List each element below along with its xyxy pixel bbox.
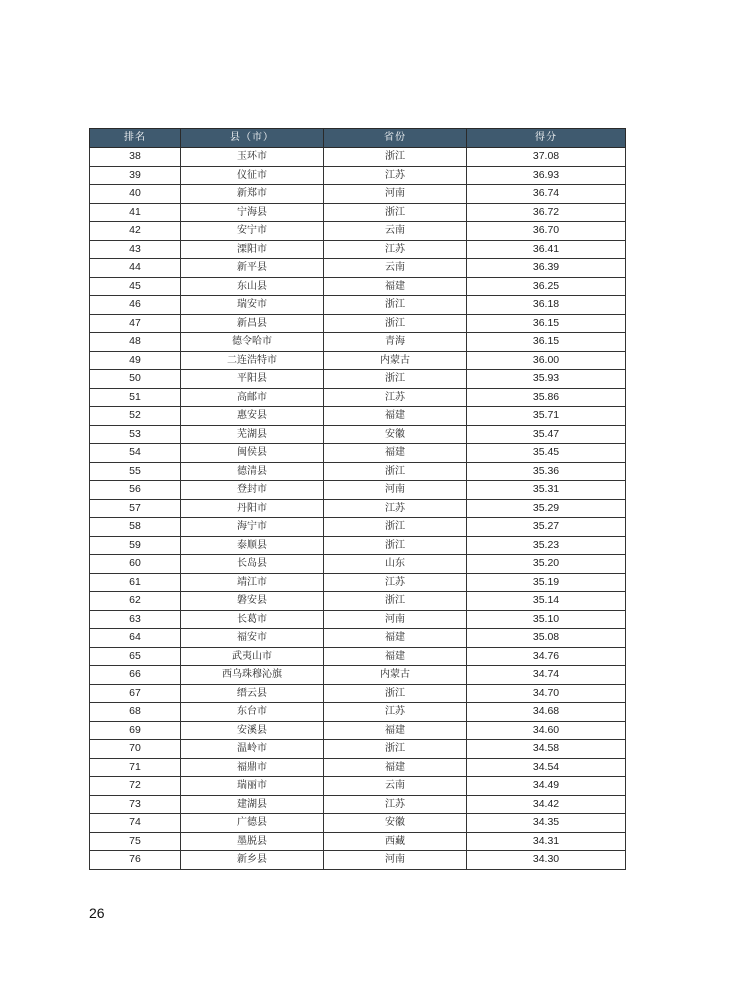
table-row bbox=[90, 314, 626, 333]
province-cell: 云南 bbox=[324, 777, 467, 796]
rank-cell: 45 bbox=[90, 277, 181, 296]
county-cell: 泰顺县 bbox=[181, 536, 324, 555]
rank-cell: 59 bbox=[90, 536, 181, 555]
rank-cell: 72 bbox=[90, 777, 181, 796]
score-cell: 37.08 bbox=[467, 148, 626, 167]
rank-cell: 40 bbox=[90, 185, 181, 204]
province-cell: 江苏 bbox=[324, 795, 467, 814]
province-cell: 浙江 bbox=[324, 203, 467, 222]
county-cell: 墨脱县 bbox=[181, 832, 324, 851]
county-cell: 玉环市 bbox=[181, 148, 324, 167]
province-cell: 浙江 bbox=[324, 592, 467, 611]
rank-cell: 76 bbox=[90, 851, 181, 870]
table-body bbox=[90, 148, 626, 870]
rank-cell: 44 bbox=[90, 259, 181, 278]
rank-cell: 54 bbox=[90, 444, 181, 463]
rank-cell: 60 bbox=[90, 555, 181, 574]
county-cell: 登封市 bbox=[181, 481, 324, 500]
province-cell: 浙江 bbox=[324, 148, 467, 167]
score-cell: 35.23 bbox=[467, 536, 626, 555]
province-cell: 云南 bbox=[324, 222, 467, 241]
rank-cell: 68 bbox=[90, 703, 181, 722]
score-cell: 34.42 bbox=[467, 795, 626, 814]
table-row bbox=[90, 240, 626, 259]
score-cell: 35.45 bbox=[467, 444, 626, 463]
table-row bbox=[90, 351, 626, 370]
score-cell: 36.39 bbox=[467, 259, 626, 278]
table-row bbox=[90, 851, 626, 870]
table-row bbox=[90, 721, 626, 740]
county-cell: 芜湖县 bbox=[181, 425, 324, 444]
table-row bbox=[90, 536, 626, 555]
score-cell: 34.60 bbox=[467, 721, 626, 740]
table-row bbox=[90, 777, 626, 796]
score-cell: 36.41 bbox=[467, 240, 626, 259]
score-cell: 36.25 bbox=[467, 277, 626, 296]
score-cell: 35.36 bbox=[467, 462, 626, 481]
table-row bbox=[90, 684, 626, 703]
province-cell: 浙江 bbox=[324, 296, 467, 315]
table-row bbox=[90, 666, 626, 685]
table-row bbox=[90, 185, 626, 204]
province-cell: 福建 bbox=[324, 444, 467, 463]
score-cell: 36.15 bbox=[467, 333, 626, 352]
county-cell: 宁海县 bbox=[181, 203, 324, 222]
score-cell: 35.31 bbox=[467, 481, 626, 500]
score-cell: 35.29 bbox=[467, 499, 626, 518]
rank-cell: 51 bbox=[90, 388, 181, 407]
county-cell: 德令哈市 bbox=[181, 333, 324, 352]
score-cell: 36.72 bbox=[467, 203, 626, 222]
score-cell: 34.74 bbox=[467, 666, 626, 685]
rank-cell: 67 bbox=[90, 684, 181, 703]
county-cell: 长葛市 bbox=[181, 610, 324, 629]
rank-cell: 75 bbox=[90, 832, 181, 851]
province-cell: 西藏 bbox=[324, 832, 467, 851]
province-cell: 河南 bbox=[324, 481, 467, 500]
rank-cell: 42 bbox=[90, 222, 181, 241]
province-cell: 内蒙古 bbox=[324, 351, 467, 370]
score-cell: 36.15 bbox=[467, 314, 626, 333]
province-cell: 江苏 bbox=[324, 703, 467, 722]
county-cell: 丹阳市 bbox=[181, 499, 324, 518]
province-cell: 山东 bbox=[324, 555, 467, 574]
county-cell: 新乡县 bbox=[181, 851, 324, 870]
rank-cell: 69 bbox=[90, 721, 181, 740]
province-cell: 江苏 bbox=[324, 388, 467, 407]
score-cell: 34.49 bbox=[467, 777, 626, 796]
score-cell: 36.74 bbox=[467, 185, 626, 204]
rank-cell: 39 bbox=[90, 166, 181, 185]
rank-cell: 46 bbox=[90, 296, 181, 315]
province-cell: 福建 bbox=[324, 647, 467, 666]
header-rank: 排名 bbox=[90, 129, 181, 148]
rank-cell: 41 bbox=[90, 203, 181, 222]
table-row bbox=[90, 703, 626, 722]
table-row bbox=[90, 203, 626, 222]
rank-cell: 63 bbox=[90, 610, 181, 629]
page-number: 26 bbox=[89, 905, 105, 921]
header-province: 省份 bbox=[324, 129, 467, 148]
county-cell: 瑞丽市 bbox=[181, 777, 324, 796]
rank-cell: 70 bbox=[90, 740, 181, 759]
score-cell: 35.10 bbox=[467, 610, 626, 629]
county-cell: 广德县 bbox=[181, 814, 324, 833]
score-cell: 36.70 bbox=[467, 222, 626, 241]
rank-cell: 65 bbox=[90, 647, 181, 666]
province-cell: 福建 bbox=[324, 407, 467, 426]
header-score: 得分 bbox=[467, 129, 626, 148]
province-cell: 河南 bbox=[324, 185, 467, 204]
table-row bbox=[90, 444, 626, 463]
table-row bbox=[90, 296, 626, 315]
score-cell: 36.00 bbox=[467, 351, 626, 370]
table-row bbox=[90, 259, 626, 278]
table-row bbox=[90, 832, 626, 851]
province-cell: 云南 bbox=[324, 259, 467, 278]
county-cell: 缙云县 bbox=[181, 684, 324, 703]
rank-cell: 61 bbox=[90, 573, 181, 592]
score-cell: 36.93 bbox=[467, 166, 626, 185]
county-cell: 建湖县 bbox=[181, 795, 324, 814]
county-cell: 磐安县 bbox=[181, 592, 324, 611]
score-cell: 34.54 bbox=[467, 758, 626, 777]
table-row bbox=[90, 499, 626, 518]
table-row bbox=[90, 462, 626, 481]
table-row bbox=[90, 166, 626, 185]
table-row bbox=[90, 425, 626, 444]
score-cell: 34.35 bbox=[467, 814, 626, 833]
score-cell: 34.58 bbox=[467, 740, 626, 759]
rank-cell: 49 bbox=[90, 351, 181, 370]
table-row bbox=[90, 277, 626, 296]
province-cell: 河南 bbox=[324, 610, 467, 629]
header-county: 县（市） bbox=[181, 129, 324, 148]
score-cell: 34.70 bbox=[467, 684, 626, 703]
rank-cell: 43 bbox=[90, 240, 181, 259]
province-cell: 浙江 bbox=[324, 536, 467, 555]
province-cell: 河南 bbox=[324, 851, 467, 870]
province-cell: 青海 bbox=[324, 333, 467, 352]
rank-cell: 66 bbox=[90, 666, 181, 685]
province-cell: 浙江 bbox=[324, 370, 467, 389]
table-row bbox=[90, 647, 626, 666]
county-cell: 安宁市 bbox=[181, 222, 324, 241]
ranking-table bbox=[89, 128, 626, 870]
county-cell: 瑞安市 bbox=[181, 296, 324, 315]
table-row bbox=[90, 370, 626, 389]
score-cell: 35.47 bbox=[467, 425, 626, 444]
score-cell: 35.08 bbox=[467, 629, 626, 648]
rank-cell: 50 bbox=[90, 370, 181, 389]
score-cell: 35.71 bbox=[467, 407, 626, 426]
rank-cell: 52 bbox=[90, 407, 181, 426]
county-cell: 新昌县 bbox=[181, 314, 324, 333]
table-row bbox=[90, 333, 626, 352]
province-cell: 浙江 bbox=[324, 740, 467, 759]
rank-cell: 53 bbox=[90, 425, 181, 444]
score-cell: 35.14 bbox=[467, 592, 626, 611]
county-cell: 二连浩特市 bbox=[181, 351, 324, 370]
province-cell: 江苏 bbox=[324, 166, 467, 185]
province-cell: 江苏 bbox=[324, 573, 467, 592]
county-cell: 高邮市 bbox=[181, 388, 324, 407]
rank-cell: 71 bbox=[90, 758, 181, 777]
county-cell: 平阳县 bbox=[181, 370, 324, 389]
table-row bbox=[90, 481, 626, 500]
table-header-row bbox=[90, 129, 626, 148]
county-cell: 仪征市 bbox=[181, 166, 324, 185]
table-row bbox=[90, 518, 626, 537]
rank-cell: 73 bbox=[90, 795, 181, 814]
county-cell: 海宁市 bbox=[181, 518, 324, 537]
county-cell: 溧阳市 bbox=[181, 240, 324, 259]
province-cell: 福建 bbox=[324, 721, 467, 740]
table-row bbox=[90, 610, 626, 629]
score-cell: 34.76 bbox=[467, 647, 626, 666]
province-cell: 浙江 bbox=[324, 314, 467, 333]
county-cell: 惠安县 bbox=[181, 407, 324, 426]
rank-cell: 57 bbox=[90, 499, 181, 518]
province-cell: 内蒙古 bbox=[324, 666, 467, 685]
table-row bbox=[90, 814, 626, 833]
county-cell: 东台市 bbox=[181, 703, 324, 722]
rank-cell: 55 bbox=[90, 462, 181, 481]
province-cell: 浙江 bbox=[324, 462, 467, 481]
table-row bbox=[90, 222, 626, 241]
county-cell: 武夷山市 bbox=[181, 647, 324, 666]
county-cell: 温岭市 bbox=[181, 740, 324, 759]
table-row bbox=[90, 795, 626, 814]
province-cell: 浙江 bbox=[324, 518, 467, 537]
county-cell: 靖江市 bbox=[181, 573, 324, 592]
county-cell: 福鼎市 bbox=[181, 758, 324, 777]
province-cell: 安徽 bbox=[324, 425, 467, 444]
province-cell: 福建 bbox=[324, 758, 467, 777]
score-cell: 34.31 bbox=[467, 832, 626, 851]
table-row bbox=[90, 555, 626, 574]
score-cell: 34.68 bbox=[467, 703, 626, 722]
county-cell: 西乌珠穆沁旗 bbox=[181, 666, 324, 685]
county-cell: 德清县 bbox=[181, 462, 324, 481]
province-cell: 江苏 bbox=[324, 240, 467, 259]
rank-cell: 58 bbox=[90, 518, 181, 537]
table-row bbox=[90, 629, 626, 648]
score-cell: 35.27 bbox=[467, 518, 626, 537]
province-cell: 江苏 bbox=[324, 499, 467, 518]
score-cell: 35.93 bbox=[467, 370, 626, 389]
table-row bbox=[90, 573, 626, 592]
rank-cell: 62 bbox=[90, 592, 181, 611]
table-row bbox=[90, 758, 626, 777]
score-cell: 35.19 bbox=[467, 573, 626, 592]
county-cell: 福安市 bbox=[181, 629, 324, 648]
table-row bbox=[90, 407, 626, 426]
score-cell: 36.18 bbox=[467, 296, 626, 315]
score-cell: 34.30 bbox=[467, 851, 626, 870]
score-cell: 35.20 bbox=[467, 555, 626, 574]
province-cell: 浙江 bbox=[324, 684, 467, 703]
county-cell: 长岛县 bbox=[181, 555, 324, 574]
score-cell: 35.86 bbox=[467, 388, 626, 407]
rank-cell: 47 bbox=[90, 314, 181, 333]
table-row bbox=[90, 592, 626, 611]
county-cell: 东山县 bbox=[181, 277, 324, 296]
table-row bbox=[90, 740, 626, 759]
rank-cell: 56 bbox=[90, 481, 181, 500]
county-cell: 闽侯县 bbox=[181, 444, 324, 463]
rank-cell: 48 bbox=[90, 333, 181, 352]
county-cell: 安溪县 bbox=[181, 721, 324, 740]
rank-cell: 38 bbox=[90, 148, 181, 167]
table-row bbox=[90, 388, 626, 407]
province-cell: 福建 bbox=[324, 629, 467, 648]
county-cell: 新郑市 bbox=[181, 185, 324, 204]
province-cell: 福建 bbox=[324, 277, 467, 296]
province-cell: 安徽 bbox=[324, 814, 467, 833]
rank-cell: 64 bbox=[90, 629, 181, 648]
county-cell: 新平县 bbox=[181, 259, 324, 278]
table-row bbox=[90, 148, 626, 167]
rank-cell: 74 bbox=[90, 814, 181, 833]
